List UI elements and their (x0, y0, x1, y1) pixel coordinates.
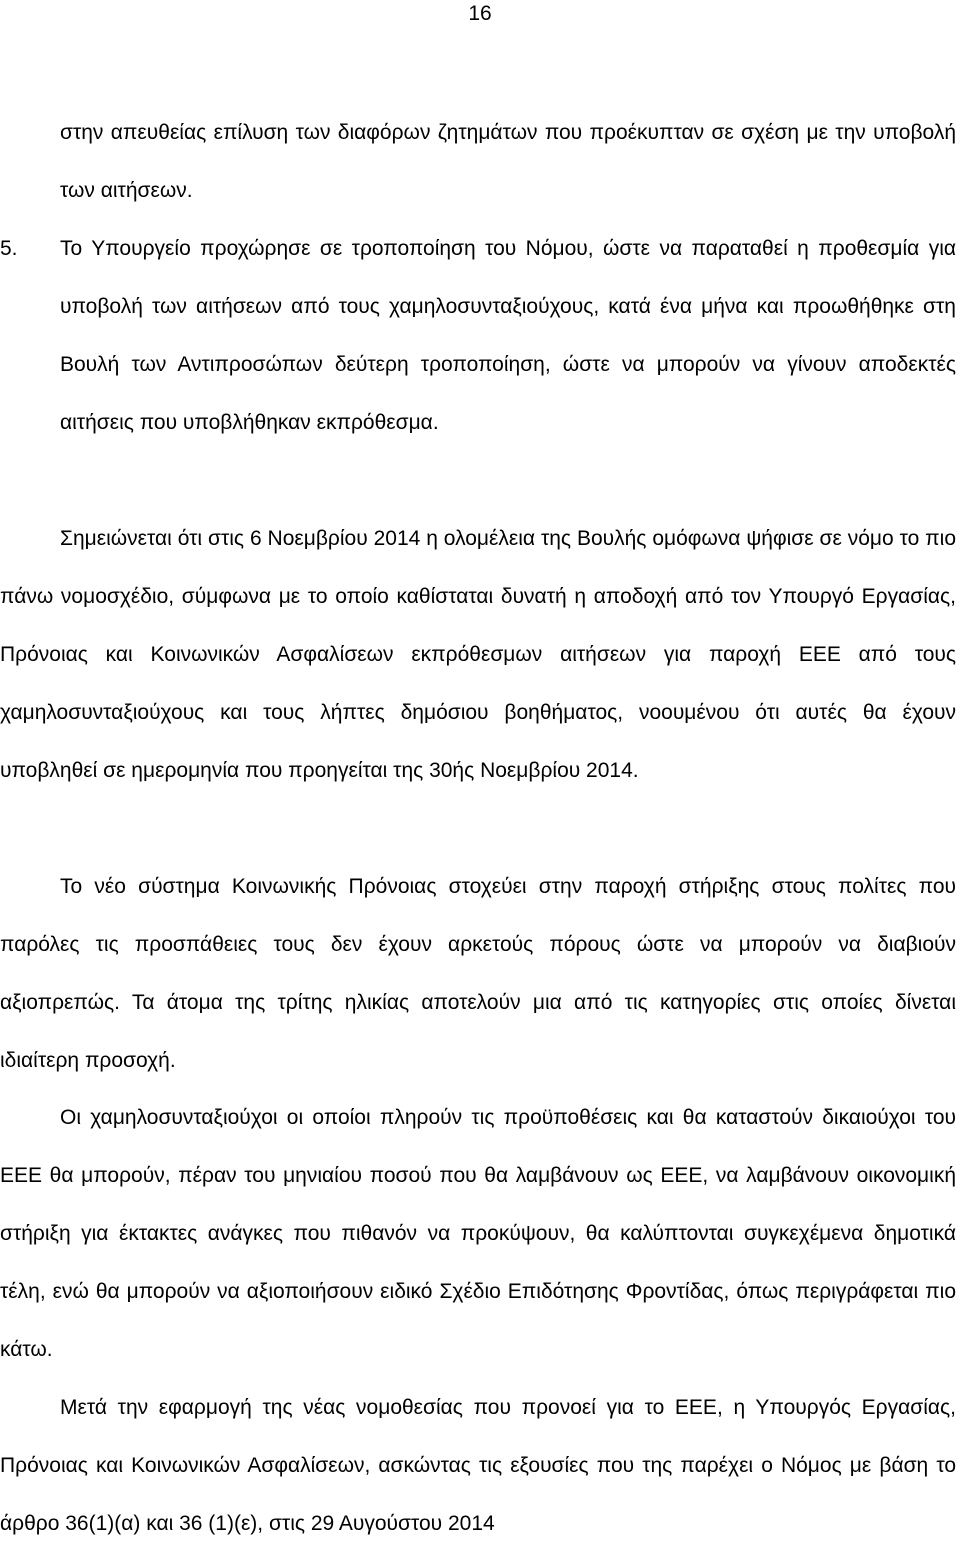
paragraph-low-pensioners: Οι χαμηλοσυνταξιούχοι οι οποίοι πληρούν τις προϋποθέσεις και θα καταστούν δικαιούχοι του ΕΕΕ θα μπορούν, πέραν του μηνιαίου ποσού που θα λαμβάνουν ως ΕΕΕ, να λαμβάνουν οικονομική στήριξη για έκτακτες ανάγκες που πιθανόν να προκύψουν, θα καλύπτονται συγκεχέμενα δημοτικά τέλη, ενώ θα μπορούν να αξιοποιήσουν ειδικό Σχέδιο Επιδότησης Φροντίδας, όπως περιγράφεται πιο κάτω. (0, 1106, 956, 1361)
paragraph-welfare-system: Το νέο σύστημα Κοινωνικής Πρόνοιας στοχεύει στην παροχή στήριξης στους πολίτες που παρόλες τις προσπάθειες τους δεν έχουν αρκετούς πόρους ώστε να μπορούν να διαβιούν αξιοπρεπώς. Τα άτομα της τρίτης ηλικίας αποτελούν μια από τις κατηγορίες στις οποίες δίνεται ιδιαίτερη προσοχή. (0, 875, 956, 1072)
item-marker: 5. (0, 237, 18, 260)
item-text: Το Υπουργείο προχώρησε σε τροποποίηση του Νόμου, ώστε να παραταθεί η προθεσμία για υποβολή των αιτήσεων από τους χαμηλοσυνταξιούχους, κατά ένα μήνα και προωθήθηκε στη Βουλή των Αντιπροσώπων δεύτερη τροποποίηση, ώστε να μπορούν να γίνουν αποδεκτές αιτήσεις που υποβλήθηκαν εκπρόθεσμα. (60, 237, 956, 434)
paragraph-continuation: στην απευθείας επίλυση των διαφόρων ζητημάτων που προέκυπταν σε σχέση με την υποβολή των αιτήσεων. (60, 121, 956, 202)
paragraph-after-legislation: Μετά την εφαρμογή της νέας νομοθεσίας που προνοεί για το ΕΕΕ, η Υπουργός Εργασίας, Πρόνοιας και Κοινωνικών Ασφαλίσεων, ασκώντας τις εξουσίες που της παρέχει ο Νόμος με βάση το άρθρο 36(1)(α) και 36 (1)(ε), στις 29 Αυγούστου 2014 (0, 1396, 956, 1535)
paragraph-vote-note: Σημειώνεται ότι στις 6 Νοεμβρίου 2014 η ολομέλεια της Βουλής ομόφωνα ψήφισε σε νόμο το πιο πάνω νομοσχέδιο, σύμφωνα με το οποίο καθίσταται δυνατή η αποδοχή από τον Υπουργό Εργασίας, Πρόνοιας και Κοινωνικών Ασφαλίσεων εκπρόθεσμων αιτήσεων για παροχή ΕΕΕ από τους χαμηλοσυνταξιούχους και τους λήπτες δημόσιου βοηθήματος, νοουμένου ότι αυτές θα έχουν υποβληθεί σε ημερομηνία που προηγείται της 30ής Νοεμβρίου 2014. (0, 527, 956, 782)
numbered-item-5 (0, 220, 956, 452)
page-number: 16 (468, 2, 492, 25)
